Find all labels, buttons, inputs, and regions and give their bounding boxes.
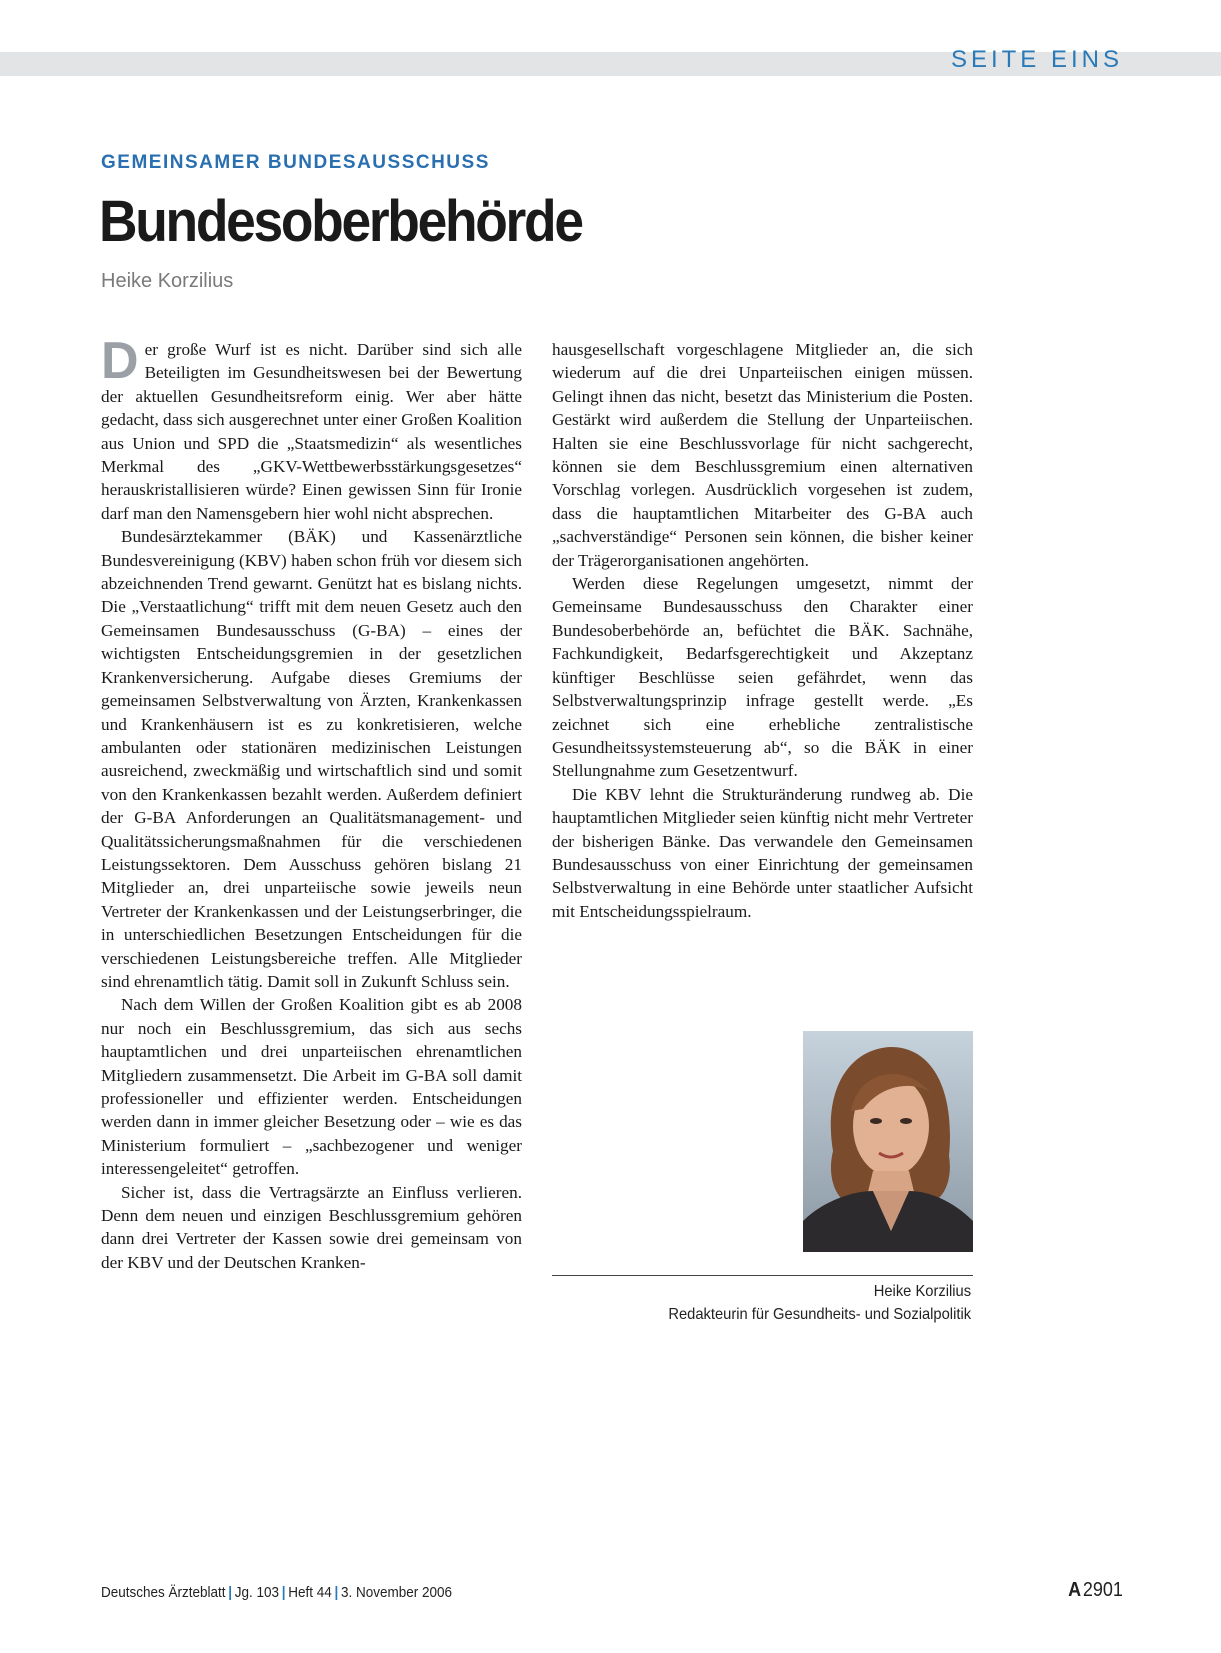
paragraph: Sicher ist, dass die Vertragsärzte an Einfluss verlieren. Denn dem neuen und einzigen Beschlussgremium gehören dann drei Vertreter der Kassen sowie drei gemeinsam von der KBV und der Deutschen Kranken- [101, 1182, 522, 1272]
paragraph: Bundesärztekammer (BÄK) und Kassenärztliche Bundesvereinigung (KBV) haben schon früh vor diesem sich abzeichnenden Trend gewarnt. Genützt hat es bislang nichts. Die „Verstaatlichung“ trifft mit dem neuen Gesetz auch den Gemeinsamen Bundesausschuss (G-BA) – eines der wichtigsten Entscheidungsgremien in der gesetzlichen Krankenversicherung. Aufgabe dieses Gremiums der gemeinsamen Selbstverwaltung von Ärzten, Krankenkassen und Krankenhäusern ist es zu konkretisieren, welche ambulanten oder stationären medizinischen Leistungen ausreichend, zweckmäßig und wirtschaftlich sind und somit von den Krankenkassen bezahlt werden. Außerdem definiert der G-BA Anforderungen an Qualitätsmanagement- und Qualitätssicherungsmaßnahmen für die verschiedenen Leistungssektoren. Dem Ausschuss gehören bislang 21 Mitglieder an, drei unparteiische sowie jeweils neun Vertreter der Krankenkassen und der Leistungserbringer, die in unterschiedlichen Besetzungen Entscheidungen für die verschiedenen Leistungsbereiche treffen. Alle Mitglieder sind ehrenamtlich tätig. Damit soll in Zukunft Schluss sein. [101, 527, 522, 991]
photo-caption [668, 1280, 971, 1326]
article-column-left [101, 332, 522, 1274]
author-portrait-image [803, 1031, 973, 1252]
article-column-right [552, 338, 973, 923]
paragraph: Werden diese Regelungen umgesetzt, nimmt der Gemeinsame Bundesausschuss den Charakter einer Bundesoberbehörde an, befüchtet die BÄK. Sachnähe, Fachkundigkeit, Bedarfsgerechtigkeit und Akzeptanz künftiger Beschlüsse seien gefährdet, wenn das Selbstverwaltungsprinzip infrage gestellt werde. „Es zeichnet sich eine erhebliche zentralistische Gesundheitssystemsteuerung ab“, so die BÄK in einer Stellungnahme zum Gesetzentwurf. [552, 574, 973, 781]
drop-cap: D [101, 332, 139, 390]
footer-separator: | [281, 1584, 286, 1601]
page-number [1068, 1579, 1123, 1602]
footer-separator: | [334, 1584, 339, 1601]
page-number-value: 2901 [1082, 1579, 1123, 1601]
article-kicker: GEMEINSAMER BUNDESAUSSCHUSS [101, 152, 490, 173]
page-footer [101, 1584, 452, 1601]
footer-separator: | [228, 1584, 233, 1601]
section-label: SEITE EINS [950, 46, 1123, 73]
page-prefix: A [1068, 1579, 1082, 1601]
footer-date: 3. November 2006 [340, 1584, 453, 1601]
paragraph-text: er große Wurf ist es nicht. Darüber sind sich alle Beteiligten im Gesundheitswesen bei der Bewertung der aktuellen Gesundheitsreform einig. Wer aber hätte gedacht, dass sich ausgerechnet unter einer Großen Koalition aus Union und SPD die „Staatsmedizin“ als wesentliches Merkmal des „GKV-Wettbewerbsstärkungsgesetzes“ herauskristallisieren würde? Einen gewissen Sinn für Ironie darf man den Namensgebern hier wohl nicht absprechen. [101, 340, 522, 523]
article-title: Bundesoberbehörde [99, 189, 582, 254]
author-photo [803, 1031, 973, 1252]
footer-volume: Jg. 103 [234, 1584, 280, 1601]
caption-role: Redakteurin für Gesundheits- und Sozialpolitik [668, 1306, 971, 1323]
paragraph [101, 332, 522, 525]
caption-name: Heike Korzilius [873, 1283, 971, 1300]
article-byline: Heike Korzilius [101, 270, 234, 292]
footer-publication: Deutsches Ärzteblatt [101, 1584, 226, 1601]
footer-issue: Heft 44 [288, 1584, 332, 1601]
paragraph: Die KBV lehnt die Strukturänderung rundweg ab. Die hauptamtlichen Mitglieder seien künftig nicht mehr Vertreter der bisherigen Bänke. Das verwandele den Gemeinsamen Bundesausschuss von einer Einrichtung der gemeinsamen Selbstverwaltung in eine Behörde unter staatlicher Aufsicht mit Entscheidungsspielraum. [552, 784, 973, 921]
paragraph: hausgesellschaft vorgeschlagene Mitglieder an, die sich wiederum auf die drei Unparteiischen einigen müssen. Gelingt ihnen das nicht, besetzt das Ministerium die Posten. Gestärkt wird außerdem die Stellung der Unparteiischen. Halten sie eine Beschlussvorlage für nicht sachgerecht, können sie dem Beschlussgremium einen alternativen Vorschlag vorlegen. Ausdrücklich vorgesehen ist zudem, dass die hauptamtlichen Mitarbeiter des G-BA auch „sachverständige“ Personen sein können, die bisher keiner der Trägerorganisationen angehörten. [552, 340, 973, 570]
paragraph: Nach dem Willen der Großen Koalition gibt es ab 2008 nur noch ein Beschlussgremium, das sich aus sechs hauptamtlichen und drei unparteiischen ehrenamtlichen Mitgliedern zusammensetzt. Die Arbeit im G-BA soll damit professioneller und effizienter werden. Entscheidungen werden dann in immer gleicher Besetzung oder – wie es das Ministerium formuliert – „sachbezogener und weniger interessengeleitet“ getroffen. [101, 995, 522, 1179]
caption-divider [552, 1275, 973, 1276]
